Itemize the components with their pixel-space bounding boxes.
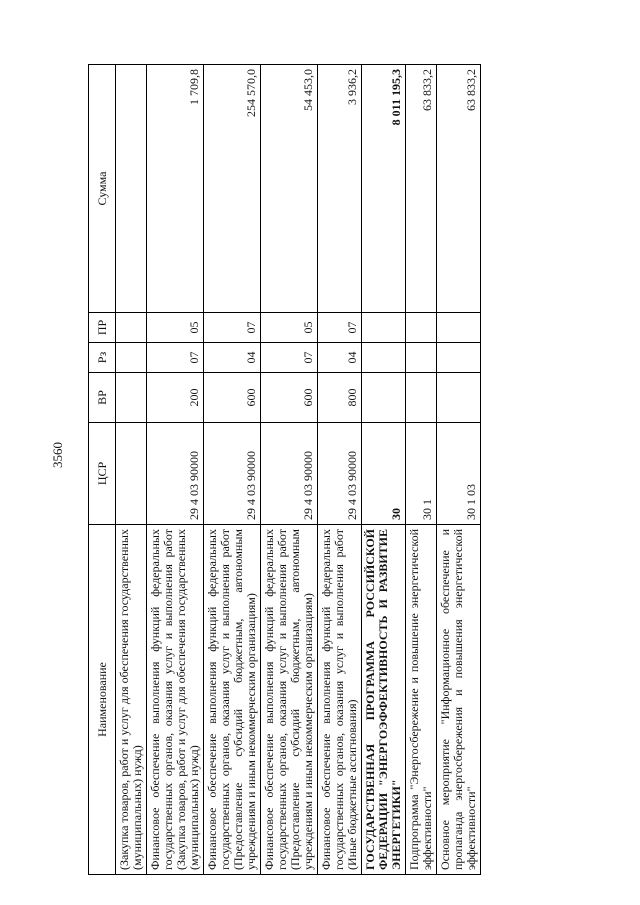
page-number: 3560 <box>50 442 65 468</box>
row-name: ГОСУДАРСТВЕННАЯ ПРОГРАММА РОССИЙСКОЙ ФЕДЕРАЦИИ "ЭНЕРГОЭФФЕКТИВНОСТЬ И РАЗВИТИЕ ЭНЕРГЕТИКИ" <box>362 525 406 875</box>
row-csr: 29 4 03 90000 <box>318 423 362 525</box>
row-pr: 07 <box>318 313 362 343</box>
row-csr: 30 1 <box>406 423 437 525</box>
row-rz: 04 <box>318 343 362 373</box>
row-name: Финансовое обеспечение выполнения функций федеральных государственных органов, оказания услуг и выполнения работ (Предоставление субсидий бюджетным, автономным учреждениям и иным некоммерческим организациям) <box>261 525 318 875</box>
row-pr: 05 <box>261 313 318 343</box>
row-vr <box>116 373 147 423</box>
budget-table <box>88 64 481 875</box>
header-pr: ПР <box>89 313 116 343</box>
row-vr <box>437 373 481 423</box>
row-name: Основное мероприятие "Информационное обеспечение и пропаганда энергосбережения и повышения энергетической эффективности" <box>437 525 481 875</box>
row-rz <box>406 343 437 373</box>
row-vr <box>406 373 437 423</box>
row-csr <box>116 423 147 525</box>
row-rz: 04 <box>204 343 261 373</box>
header-vr: ВР <box>89 373 116 423</box>
row-csr: 29 4 03 90000 <box>147 423 204 525</box>
row-pr: 05 <box>147 313 204 343</box>
row-name: (Закупка товаров, работ и услуг для обеспечения государственных (муниципальных) нужд) <box>116 525 147 875</box>
row-pr <box>437 313 481 343</box>
row-csr: 30 1 03 <box>437 423 481 525</box>
table-row <box>116 65 147 875</box>
row-sum: 8 011 195,3 <box>362 65 406 313</box>
row-vr: 800 <box>318 373 362 423</box>
header-csr: ЦСР <box>89 423 116 525</box>
table-row <box>437 65 481 875</box>
table-body <box>116 65 481 875</box>
row-rz <box>437 343 481 373</box>
row-rz <box>116 343 147 373</box>
row-sum <box>116 65 147 313</box>
row-sum: 63 833,2 <box>406 65 437 313</box>
row-name: Финансовое обеспечение выполнения функций федеральных государственных органов, оказания услуг и выполнения работ (Иные бюджетные ассигнования) <box>318 525 362 875</box>
table-header-row <box>89 65 116 875</box>
row-vr: 600 <box>204 373 261 423</box>
row-vr <box>362 373 406 423</box>
row-name: Финансовое обеспечение выполнения функций федеральных государственных органов, оказания услуг и выполнения работ (Закупка товаров, работ и услуг для обеспечения государственных (муниципальных) нужд) <box>147 525 204 875</box>
row-vr: 200 <box>147 373 204 423</box>
row-csr: 30 <box>362 423 406 525</box>
row-rz: 07 <box>261 343 318 373</box>
table-row <box>406 65 437 875</box>
row-pr <box>406 313 437 343</box>
row-sum: 1 709,8 <box>147 65 204 313</box>
table-row <box>261 65 318 875</box>
row-pr: 07 <box>204 313 261 343</box>
row-vr: 600 <box>261 373 318 423</box>
row-sum: 54 453,0 <box>261 65 318 313</box>
rotated-table-wrapper <box>88 65 588 875</box>
table-row-program <box>362 65 406 875</box>
row-sum: 63 833,2 <box>437 65 481 313</box>
table-row <box>204 65 261 875</box>
row-name: Финансовое обеспечение выполнения функций федеральных государственных органов, оказания услуг и выполнения работ (Предоставление субсидий бюджетным, автономным учреждениям и иным некоммерческим организациям) <box>204 525 261 875</box>
table-row <box>318 65 362 875</box>
row-rz <box>362 343 406 373</box>
row-name: Подпрограмма "Энергосбережение и повышение энергетической эффективности" <box>406 525 437 875</box>
row-csr: 29 4 03 90000 <box>261 423 318 525</box>
row-pr <box>116 313 147 343</box>
row-sum: 3 936,2 <box>318 65 362 313</box>
row-sum: 254 570,0 <box>204 65 261 313</box>
table-row <box>147 65 204 875</box>
header-rz: Рз <box>89 343 116 373</box>
row-rz: 07 <box>147 343 204 373</box>
header-sum: Сумма <box>89 65 116 313</box>
row-csr: 29 4 03 90000 <box>204 423 261 525</box>
header-name: Наименование <box>89 525 116 875</box>
row-pr <box>362 313 406 343</box>
